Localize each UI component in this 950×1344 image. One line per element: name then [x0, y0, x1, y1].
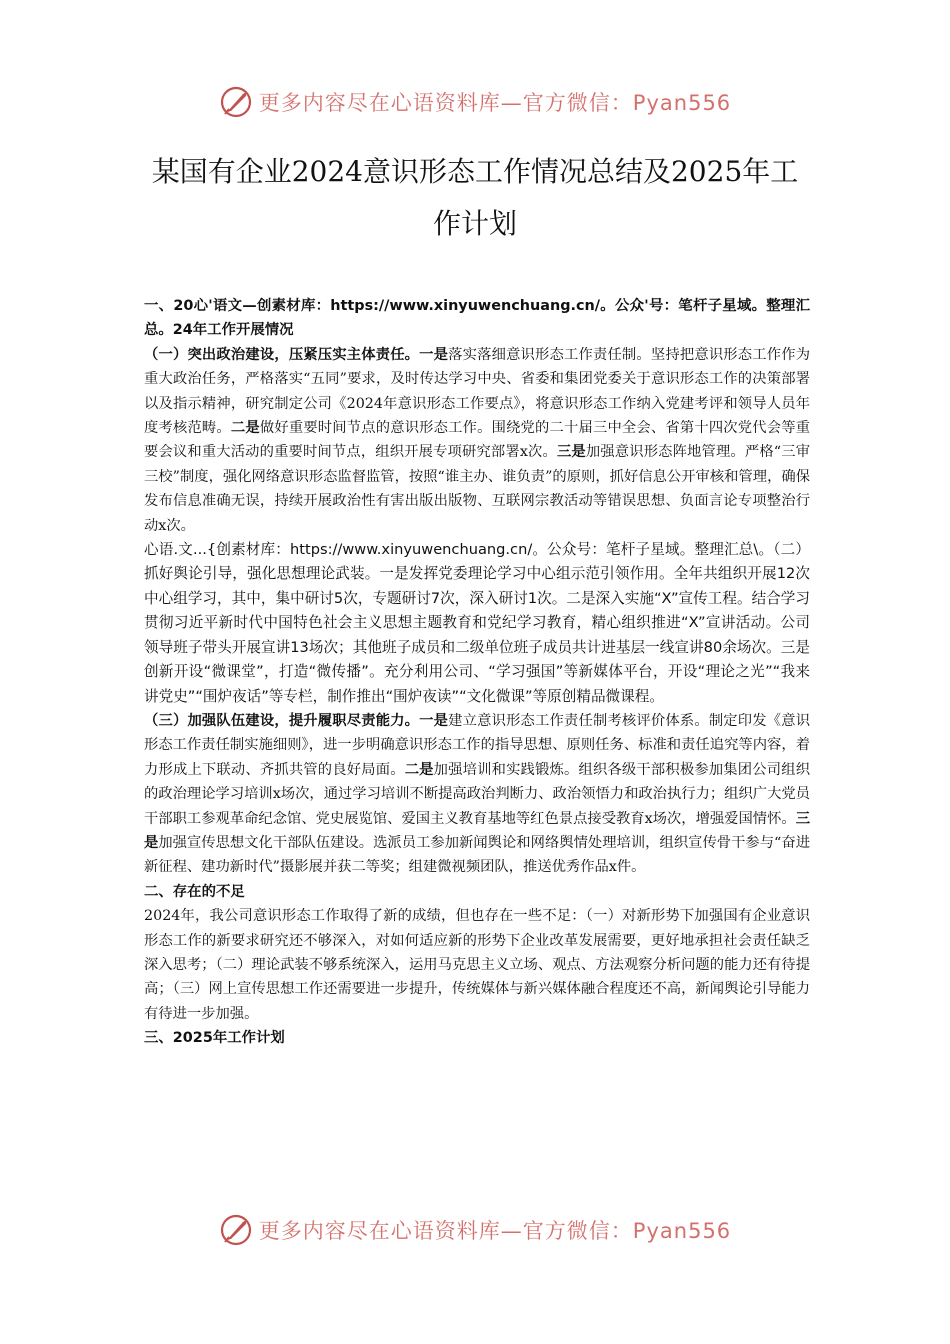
page-title: 某国有企业2024意识形态工作情况总结及2025年工作计划: [151, 155, 799, 240]
paragraph-3-text-c: 加强宣传思想文化干部队伍建设。选派员工参加新闻舆论和网络舆情处理培训，组织宣传骨干参与“奋进新征程、建功新时代”摄影展并获二等奖；组建微视频团队，推送优秀作品x件。: [144, 834, 811, 876]
keyword-first: 一是: [419, 712, 449, 729]
header-watermark-banner: [0, 82, 950, 122]
keyword-third: 三是: [144, 810, 810, 851]
quill-pen-logo-icon: [219, 1213, 253, 1247]
paragraph-1: [144, 343, 810, 538]
paragraph-1-text-c: 加强意识形态阵地管理。严格“三审三校”制度，强化网络意识形态监督监管，按照“谁主办、谁负责”的原则，抓好信息公开审核和管理，确保发布信息准确无误，持续开展政治性有害出版出版物、互联网宗教活动等错误思想、负面言论专项整治行动x次。: [144, 444, 811, 534]
paragraph-1-text-a: 落实落细意识形态工作责任制。坚持把意识形态工作作为重大政治任务，严格落实“五同”要求，及时传达学习中央、省委和集团党委关于意识形态工作的决策部署以及指示精神，研究制定公司《2024年意识形态工作要点》，将意识形态工作纳入党建考评和领导人员年度考核范畴。: [144, 346, 811, 437]
section-heading-1: 一、20心'语文—创素材库：https://www.xinyuwenchuang.cn/。公众'号：笔杆子星域。整理汇总。24年工作开展情况: [144, 298, 810, 339]
watermark-text: 更多内容尽在心语资料库—官方微信：Pyan556: [258, 1219, 732, 1243]
footer-watermark-banner: [0, 1210, 950, 1250]
paragraph-1-heading: （一）突出政治建设，压紧压实主体责任。: [144, 346, 420, 363]
document-body: [144, 294, 810, 1051]
paragraph-1-text-b: 做好重要时间节点的意识形态工作。围绕党的二十届三中全会、省第十四次党代会等重要会议和重大活动的重要时间节点，组织开展专项研究部署x次。: [144, 420, 811, 461]
paragraph-4: 2024年，我公司意识形态工作取得了新的成绩，但也存在一些不足：（一）对新形势下加强国有企业意识形态工作的新要求研究还不够深入，对如何适应新的形势下企业改革发展需要，更好地承担社会责任缺乏深入思考；（二）理论武装不够系统深入，运用马克思主义立场、观点、方法观察分析问题的能力还有待提高；（三）网上宣传思想工作还需要进一步提升，传统媒体与新兴媒体融合程度还不高，新闻舆论引导能力有待进一步加强。: [144, 908, 810, 1022]
keyword-first: 一是: [419, 346, 449, 363]
paragraph-2: 心语.文...{创素材库：https://www.xinyuwenchuang.cn/。公众号：笔杆子星域。整理汇总\。（二）抓好舆论引导，强化思想理论武装。一是发挥党委理论学习中心组示范引领作用。全年共组织开展12次中心组学习，其中，集中研讨5次，专题研讨7次，深入研讨1次。二是深入实施“X”宣传工程。结合学习贯彻习近平新时代中国特色社会主义思想主题教育和党纪学习教育，精心组织推进“X”宣讲活动。公司领导班子带头开展宣讲13场次；其他班子成员和二级单位班子成员共计进基层一线宣讲80余场次。三是创新开设“微课堂”，打造“微传播”。充分利用公司、“学习强国”等新媒体平台，开设“理论之光”“我来讲党史”“围炉夜话”等专栏，制作推出“围炉夜读”“文化微课”等原创精品微课程。: [144, 541, 810, 705]
paragraph-3-text-a: 建立意识形态工作责任制考核评价体系。制定印发《意识形态工作责任制实施细则》，进一步明确意识形态工作的指导思想、原则任务、标准和责任追究等内容，着力形成上下联动、齐抓共管的良好局面。: [144, 712, 811, 778]
keyword-second: 二是: [404, 761, 434, 778]
watermark-text: 更多内容尽在心语资料库—官方微信：Pyan556: [258, 91, 732, 115]
keyword-second: 二是: [230, 420, 260, 437]
paragraph-3-heading: （三）加强队伍建设，提升履职尽责能力。: [144, 712, 420, 729]
section-heading-2: 二、存在的不足: [144, 883, 245, 900]
paragraph-3-text-b: 加强培训和实践锻炼。组织各级干部积极参加集团公司组织的政治理论学习培训x场次，通过学习培训不断提高政治判断力、政治领悟力和政治执行力；组织广大党员干部职工参观革命纪念馆、党史展览馆、爱国主义教育基地等红色景点接受教育x场次，增强爱国情怀。: [144, 761, 811, 827]
keyword-third: 三是: [556, 444, 586, 461]
paragraph-3: [144, 709, 810, 880]
quill-pen-logo-icon: [219, 85, 253, 119]
section-heading-3: 三、2025年工作计划: [144, 1030, 285, 1047]
